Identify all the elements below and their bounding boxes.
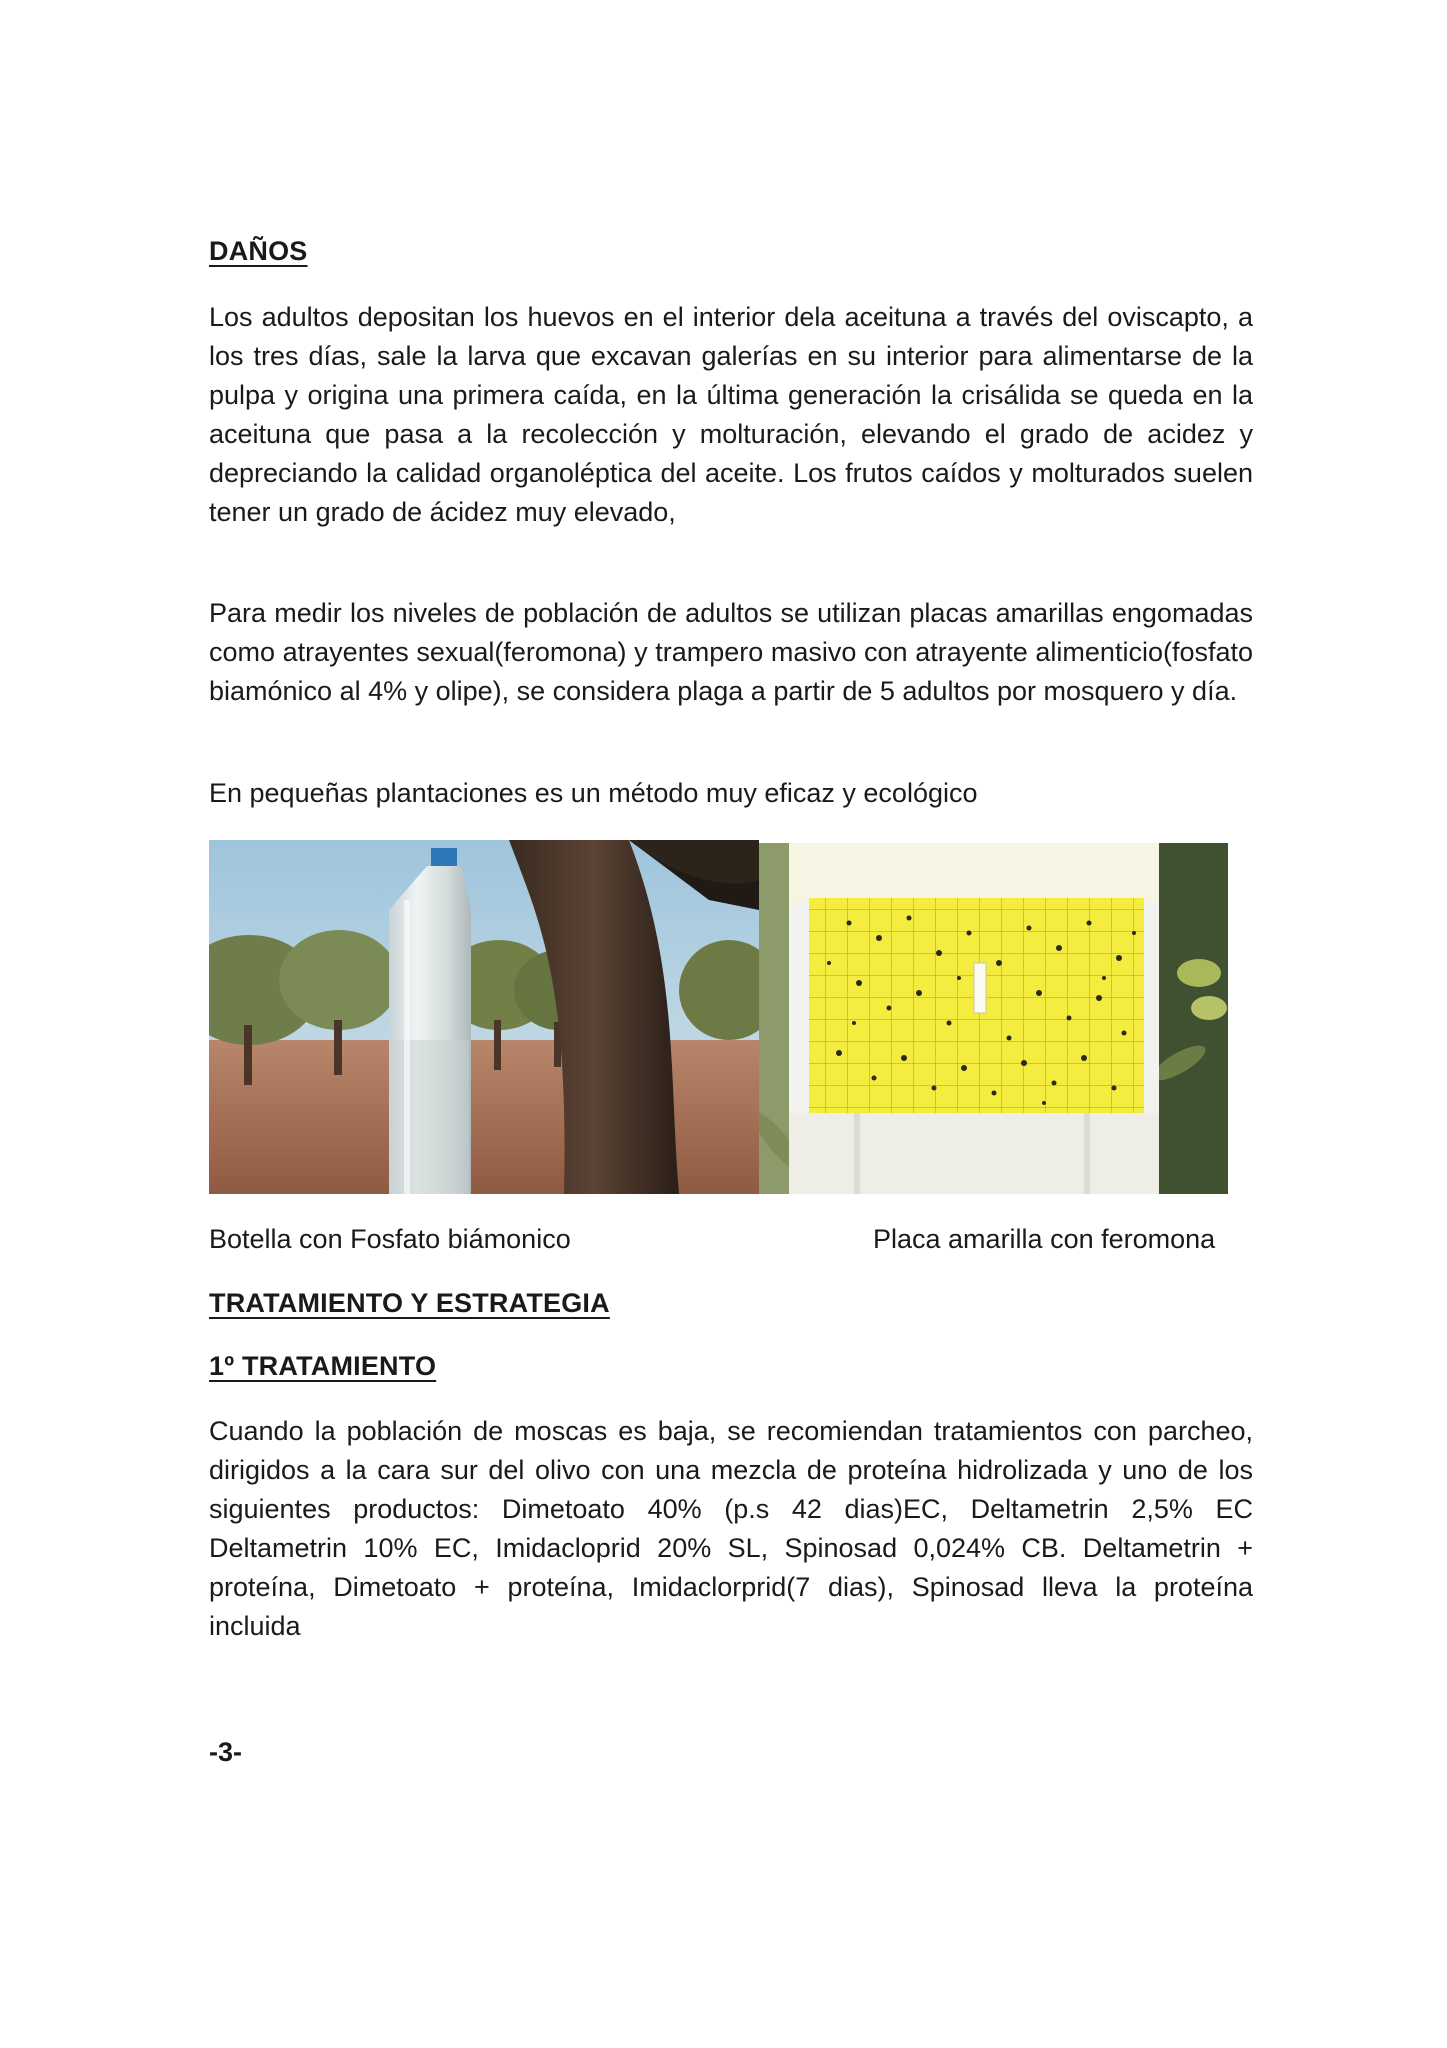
- page-number: -3-: [209, 1737, 242, 1767]
- paragraph-danos: Los adultos depositan los huevos en el interior dela aceituna a través del oviscapto, a los tres días, sale la larva que excavan galerías en su interior para alimentarse de la pulpa y origina una primera caída, en la última generación la crisálida se queda en la aceituna que pasa a la recolección y molturación, elevando el grado de acidez y depreciando la calidad organoléptica del aceite. Los frutos caídos y molturados suelen tener un grado de ácidez muy elevado,: [209, 302, 1253, 527]
- caption-bottle: Botella con Fosfato biámonico: [209, 1224, 571, 1254]
- caption-plate: Placa amarilla con feromona: [873, 1224, 1216, 1254]
- heading-primer-tratamiento: 1º TRATAMIENTO: [209, 1351, 437, 1381]
- paragraph-poblacion: Para medir los niveles de población de adultos se utilizan placas amarillas engomadas como atrayentes sexual(feromona) y trampero masivo con atrayente alimenticio(fosfato biamónico al 4% y olipe), se considera plaga a partir de 5 adultos por mosquero y día.: [209, 598, 1253, 706]
- heading-tratamiento-estrategia: TRATAMIENTO Y ESTRATEGIA: [209, 1288, 610, 1318]
- paragraph-tratamiento: Cuando la población de moscas es baja, se recomiendan tratamientos con parcheo, dirigidos a la cara sur del olivo con una mezcla de proteína hidrolizada y uno de los siguientes productos: Dimetoato 40% (p.s 42 dias)EC, Deltametrin 2,5% EC Deltametrin 10% EC, Imidacloprid 20% SL, Spinosad 0,024% CB. Deltametrin + proteína, Dimetoato + proteína, Imidaclorprid(7 dias), Spinosad lleva la proteína incluida: [209, 1416, 1253, 1641]
- bottle-trap-illustration: [209, 840, 759, 1194]
- bottle-trap-photo: [209, 840, 759, 1194]
- yellow-plate-illustration: [759, 843, 1228, 1194]
- heading-danos: DAÑOS: [209, 236, 308, 266]
- yellow-plate-photo: [759, 843, 1228, 1194]
- paragraph-metodo: En pequeñas plantaciones es un método muy eficaz y ecológico: [209, 778, 978, 808]
